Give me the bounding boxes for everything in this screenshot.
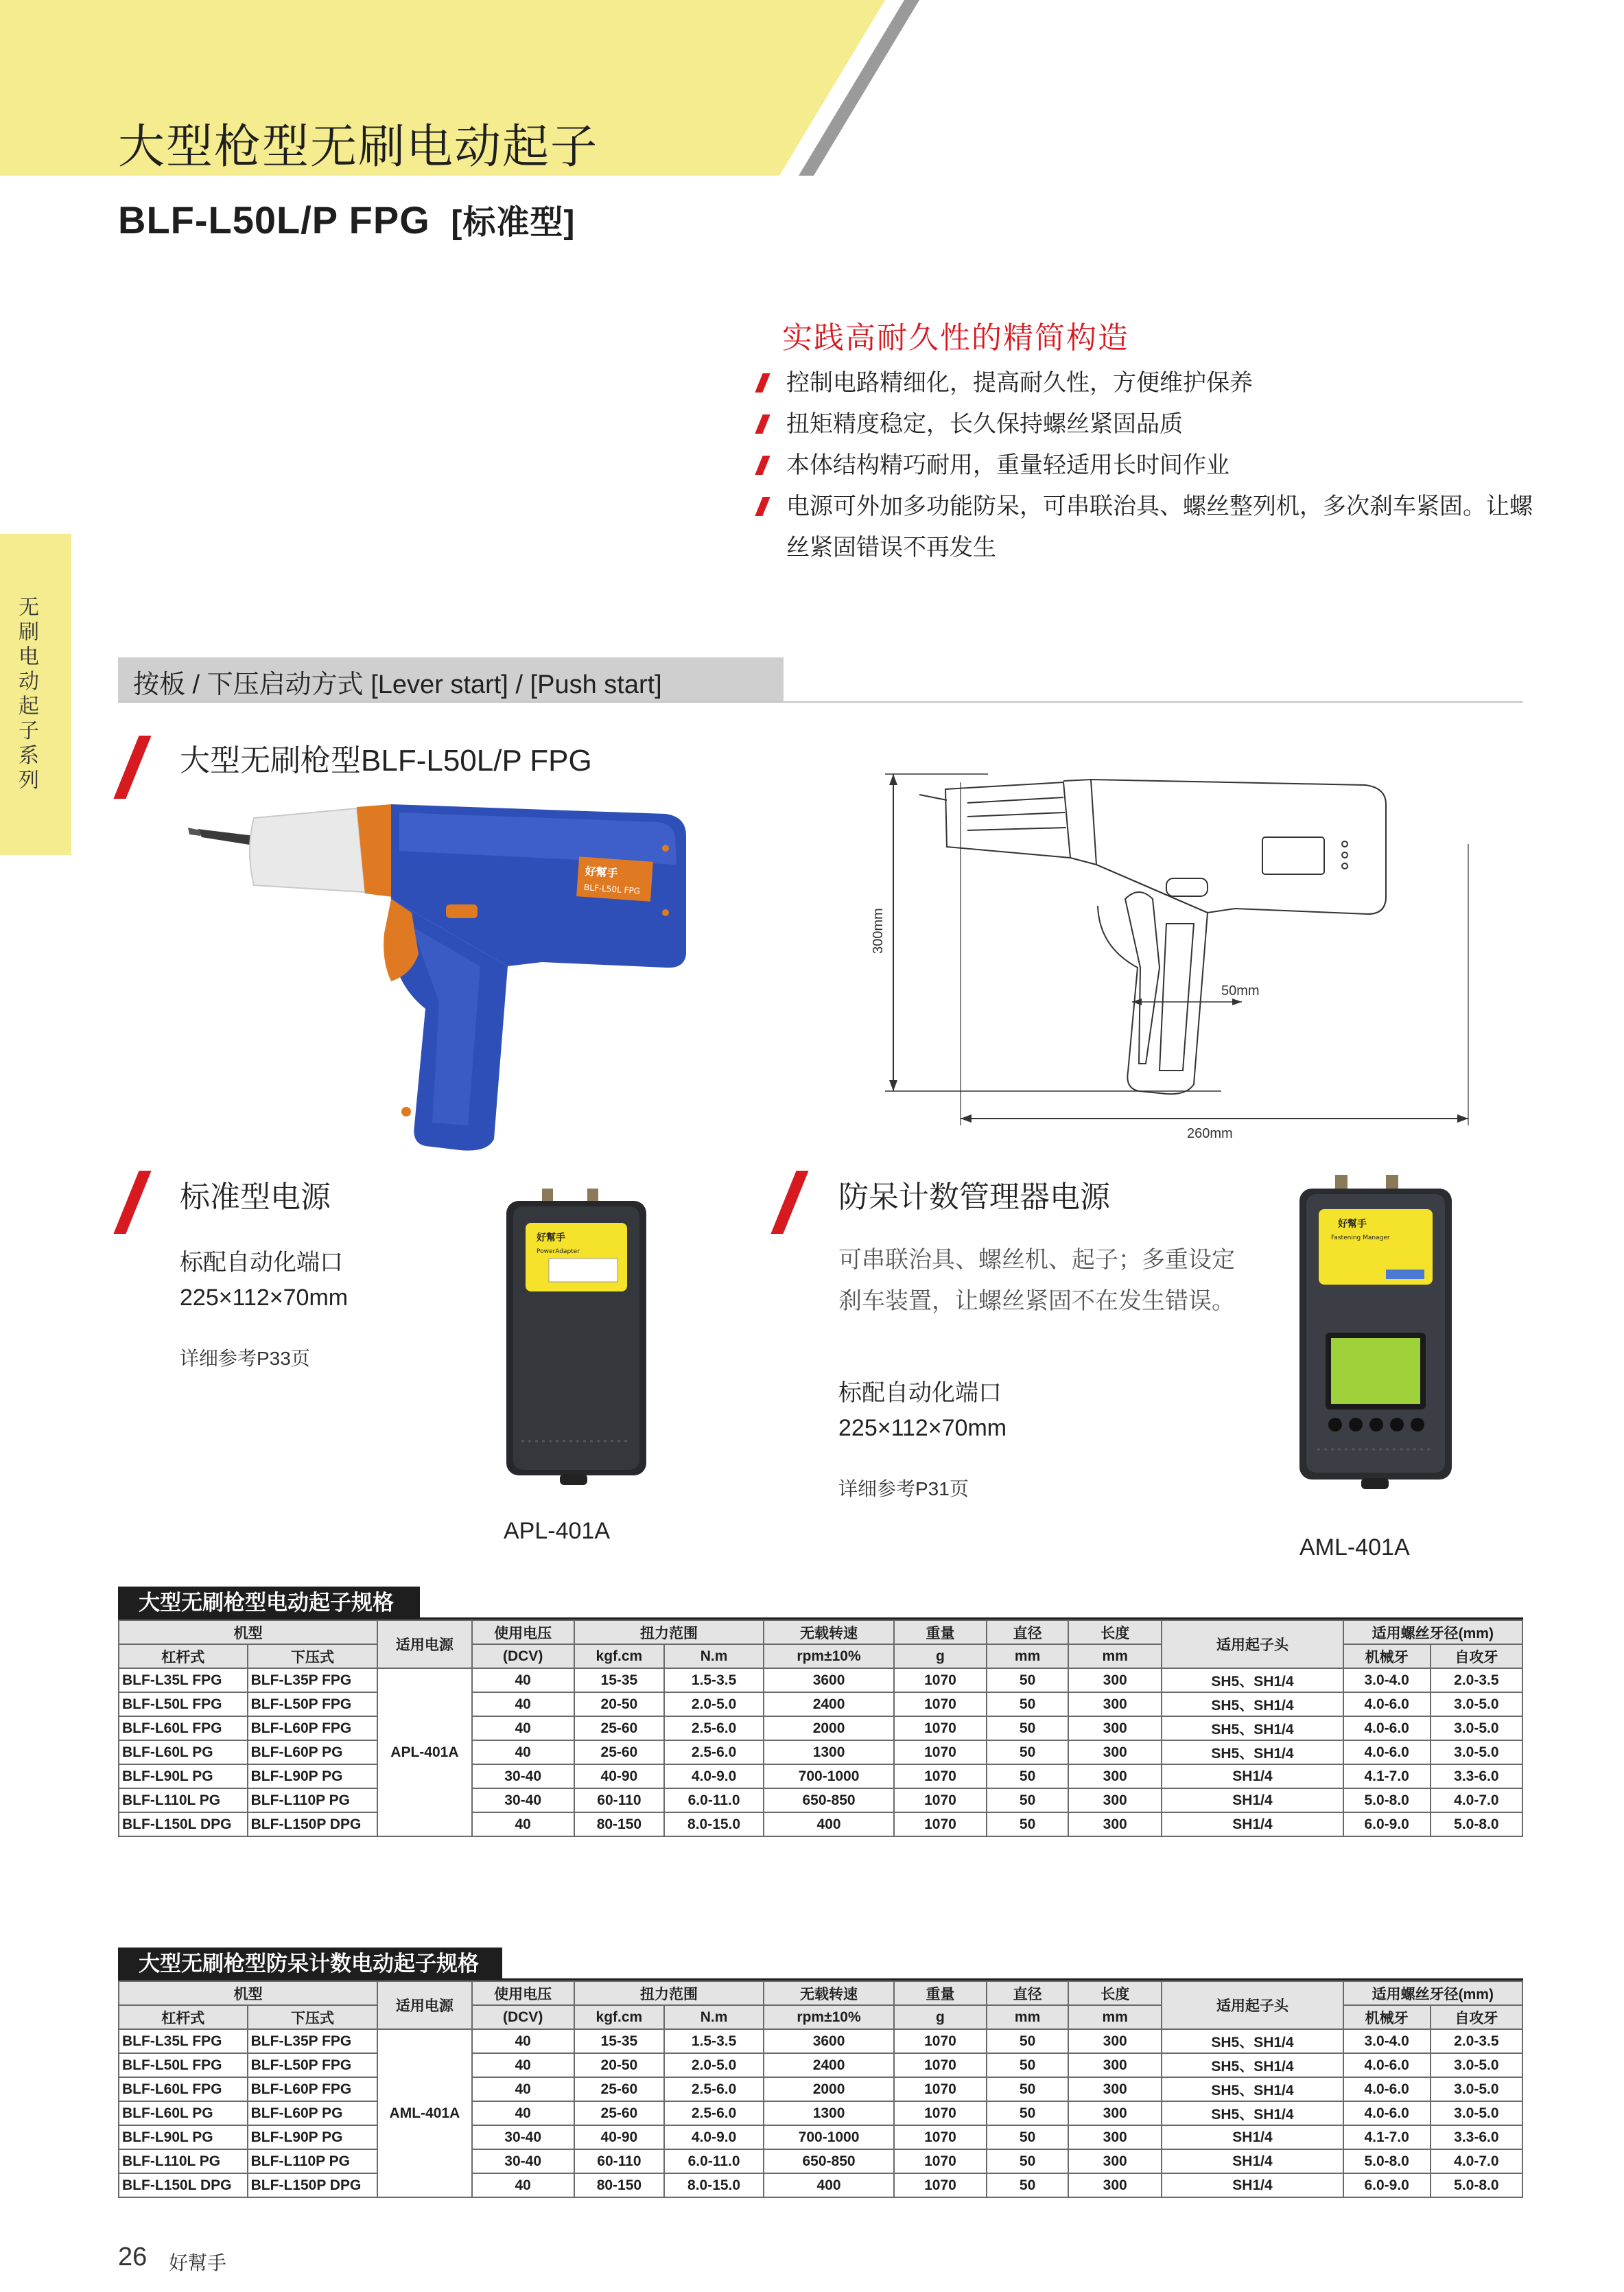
table-row <box>119 2053 1522 2077</box>
cell-bit: SH5、SH1/4 <box>1162 1692 1343 1716</box>
feature-item: 控制电路精细化，提高耐久性，方便维护保养 <box>751 362 1540 404</box>
table-row <box>119 1716 1522 1740</box>
cell-voltage: 30-40 <box>472 1788 574 1812</box>
adapter-label-sub: PowerAdapter <box>537 1248 580 1255</box>
power-standard-title: 标准型电源 <box>180 1180 331 1214</box>
feature-item: 本体结构精巧耐用，重量轻适用长时间作业 <box>751 445 1540 486</box>
cell-length: 300 <box>1068 1668 1162 1692</box>
cell-thread-machine: 4.0-6.0 <box>1343 1716 1431 1740</box>
header-torque-nm: N.m <box>664 2005 764 2029</box>
cell-voltage: 40 <box>472 1740 574 1764</box>
cell-lever-model: BLF-L35L FPG <box>119 2029 248 2053</box>
header-torque: 扭力范围 <box>574 1620 764 1644</box>
cell-speed: 2400 <box>764 1692 894 1716</box>
header-length-unit: mm <box>1068 2005 1162 2029</box>
cell-lever-model: BLF-L35L FPG <box>119 1668 248 1692</box>
cell-bit: SH1/4 <box>1162 2173 1343 2197</box>
cell-speed: 700-1000 <box>764 2125 894 2149</box>
cell-lever-model: BLF-L150L DPG <box>119 1812 248 1836</box>
cell-push-model: BLF-L110P PG <box>248 2149 378 2173</box>
cell-length: 300 <box>1068 2053 1162 2077</box>
cell-voltage: 40 <box>472 2029 574 2053</box>
cell-torque-nm: 2.5-6.0 <box>664 2101 764 2125</box>
red-slash-icon <box>770 1171 808 1234</box>
cell-speed: 2000 <box>764 1716 894 1740</box>
cell-lever-model: BLF-L110L PG <box>119 2149 248 2173</box>
cell-lever-model: BLF-L60L PG <box>119 2101 248 2125</box>
cell-voltage: 40 <box>472 1692 574 1716</box>
cell-speed: 2000 <box>764 2077 894 2101</box>
cell-torque-nm: 6.0-11.0 <box>664 1788 764 1812</box>
cell-torque-kgf: 40-90 <box>574 1764 664 1788</box>
cell-push-model: BLF-L90P PG <box>248 1764 378 1788</box>
cell-length: 300 <box>1068 2077 1162 2101</box>
power-standard-line2: 225×112×70mm <box>180 1285 349 1311</box>
cell-torque-nm: 1.5-3.5 <box>664 1668 764 1692</box>
cell-thread-tapping: 3.0-5.0 <box>1431 1740 1522 1764</box>
cell-diameter: 50 <box>987 2149 1068 2173</box>
cell-diameter: 50 <box>987 2101 1068 2125</box>
model-name: BLF-L50L/P FPG <box>118 198 430 242</box>
cell-speed: 1300 <box>764 2101 894 2125</box>
cell-torque-nm: 8.0-15.0 <box>664 2173 764 2197</box>
table1-title: 大型无刷枪型电动起子规格 <box>118 1587 420 1619</box>
header-diameter: 直径 <box>987 1620 1068 1644</box>
cell-speed: 400 <box>764 1812 894 1836</box>
header-speed-unit: rpm±10% <box>764 2005 894 2029</box>
cell-lever-model: BLF-L90L PG <box>119 1764 248 1788</box>
cell-torque-nm: 2.5-6.0 <box>664 1716 764 1740</box>
cell-length: 300 <box>1068 1716 1162 1740</box>
cell-weight: 1070 <box>894 2101 987 2125</box>
power-manager-line1: 标配自动化端口 <box>838 1380 1002 1406</box>
table-row <box>119 1764 1522 1788</box>
cell-weight: 1070 <box>894 2125 987 2149</box>
fastening-manager-photo <box>1297 1173 1455 1496</box>
page-number: 26 <box>118 2243 148 2271</box>
table-row <box>119 1740 1522 1764</box>
cell-lever-model: BLF-L110L PG <box>119 1788 248 1812</box>
cell-push-model: BLF-L150P DPG <box>248 1812 378 1836</box>
cell-bit: SH5、SH1/4 <box>1162 1668 1343 1692</box>
cell-torque-nm: 1.5-3.5 <box>664 2029 764 2053</box>
header-machine: 机械牙 <box>1343 2005 1431 2029</box>
cell-bit: SH1/4 <box>1162 2125 1343 2149</box>
cell-torque-kgf: 25-60 <box>574 2101 664 2125</box>
cell-length: 300 <box>1068 1692 1162 1716</box>
header-torque-kgf: kgf.cm <box>574 2005 664 2029</box>
cell-torque-kgf: 25-60 <box>574 2077 664 2101</box>
cell-bit: SH5、SH1/4 <box>1162 1740 1343 1764</box>
table-row <box>119 2173 1522 2197</box>
cell-bit: SH5、SH1/4 <box>1162 2053 1343 2077</box>
table-row <box>119 1812 1522 1836</box>
tool-label-model: BLF-L50L FPG <box>583 882 641 896</box>
cell-bit: SH5、SH1/4 <box>1162 2029 1343 2053</box>
cell-speed: 3600 <box>764 1668 894 1692</box>
cell-thread-tapping: 3.0-5.0 <box>1431 1692 1522 1716</box>
cell-weight: 1070 <box>894 1788 987 1812</box>
cell-torque-nm: 4.0-9.0 <box>664 1764 764 1788</box>
cell-length: 300 <box>1068 2029 1162 2053</box>
table-row <box>119 1668 1522 1692</box>
cell-torque-nm: 4.0-9.0 <box>664 2125 764 2149</box>
header-lever: 杠杆式 <box>119 1644 248 1668</box>
cell-thread-machine: 4.0-6.0 <box>1343 1740 1431 1764</box>
cell-push-model: BLF-L110P PG <box>248 1788 378 1812</box>
cell-thread-tapping: 5.0-8.0 <box>1431 2173 1522 2197</box>
cell-weight: 1070 <box>894 2077 987 2101</box>
dim-height-label: 300mm <box>871 908 886 954</box>
cell-thread-machine: 5.0-8.0 <box>1343 1788 1431 1812</box>
cell-torque-kgf: 20-50 <box>574 1692 664 1716</box>
cell-diameter: 50 <box>987 2077 1068 2101</box>
cell-torque-kgf: 60-110 <box>574 1788 664 1812</box>
header-tapping: 自攻牙 <box>1431 1644 1522 1668</box>
cell-speed: 650-850 <box>764 1788 894 1812</box>
cell-torque-kgf: 25-60 <box>574 1716 664 1740</box>
cell-weight: 1070 <box>894 1692 987 1716</box>
cell-thread-tapping: 3.0-5.0 <box>1431 2101 1522 2125</box>
power-manager-note: 详细参考P31页 <box>838 1478 969 1499</box>
cell-voltage: 30-40 <box>472 2125 574 2149</box>
cell-thread-machine: 3.0-4.0 <box>1343 2029 1431 2053</box>
header-speed: 无载转速 <box>764 1620 894 1644</box>
cell-push-model: BLF-L60P FPG <box>248 1716 378 1740</box>
cell-weight: 1070 <box>894 2173 987 2197</box>
cell-push-model: BLF-L35P FPG <box>248 2029 378 2053</box>
header-torque-kgf: kgf.cm <box>574 1644 664 1668</box>
header-bit: 适用起子头 <box>1162 1620 1343 1668</box>
section-band-label: 按板 / 下压启动方式 [Lever start] / [Push start] <box>133 670 662 699</box>
cell-torque-kgf: 25-60 <box>574 1740 664 1764</box>
cell-voltage: 40 <box>472 1812 574 1836</box>
cell-speed: 3600 <box>764 2029 894 2053</box>
screwdriver-photo <box>185 782 707 1153</box>
table2-title: 大型无刷枪型防呆计数电动起子规格 <box>118 1948 502 1980</box>
cell-diameter: 50 <box>987 1740 1068 1764</box>
cell-thread-tapping: 4.0-7.0 <box>1431 1788 1522 1812</box>
cell-torque-nm: 6.0-11.0 <box>664 2149 764 2173</box>
table-row <box>119 2149 1522 2173</box>
cell-speed: 700-1000 <box>764 1764 894 1788</box>
cell-torque-nm: 2.5-6.0 <box>664 1740 764 1764</box>
cell-lever-model: BLF-L60L PG <box>119 1740 248 1764</box>
cell-voltage: 30-40 <box>472 2149 574 2173</box>
features-title: 实践高耐久性的精简构造 <box>782 321 1129 355</box>
header-tapping: 自攻牙 <box>1431 2005 1522 2029</box>
header-length: 长度 <box>1068 1620 1162 1644</box>
cell-torque-kgf: 80-150 <box>574 2173 664 2197</box>
header-speed: 无载转速 <box>764 1981 894 2005</box>
cell-bit: SH5、SH1/4 <box>1162 2077 1343 2101</box>
cell-diameter: 50 <box>987 1812 1068 1836</box>
cell-weight: 1070 <box>894 1668 987 1692</box>
table-row <box>119 2125 1522 2149</box>
cell-thread-machine: 5.0-8.0 <box>1343 2149 1431 2173</box>
cell-bit: SH5、SH1/4 <box>1162 1716 1343 1740</box>
red-slash-icon <box>113 736 151 799</box>
cell-length: 300 <box>1068 2149 1162 2173</box>
cell-torque-kgf: 40-90 <box>574 2125 664 2149</box>
cell-thread-machine: 4.0-6.0 <box>1343 2077 1431 2101</box>
cell-voltage: 40 <box>472 2053 574 2077</box>
cell-bit: SH1/4 <box>1162 1788 1343 1812</box>
footer-brand: 好幫手 <box>169 2252 227 2273</box>
cell-weight: 1070 <box>894 2149 987 2173</box>
cell-weight: 1070 <box>894 1740 987 1764</box>
cell-thread-machine: 4.1-7.0 <box>1343 1764 1431 1788</box>
table-row <box>119 2101 1522 2125</box>
power-standard-line1: 标配自动化端口 <box>180 1250 343 1276</box>
cell-voltage: 40 <box>472 2173 574 2197</box>
manager-label-sub: Fastening Manager <box>1331 1235 1390 1241</box>
cell-voltage: 40 <box>472 2101 574 2125</box>
cell-torque-nm: 8.0-15.0 <box>664 1812 764 1836</box>
cell-thread-tapping: 3.3-6.0 <box>1431 1764 1522 1788</box>
cell-push-model: BLF-L35P FPG <box>248 1668 378 1692</box>
cell-weight: 1070 <box>894 1764 987 1788</box>
cell-torque-kgf: 15-35 <box>574 1668 664 1692</box>
header-diameter-unit: mm <box>987 1644 1068 1668</box>
cell-push-model: BLF-L60P PG <box>248 2101 378 2125</box>
header-push: 下压式 <box>248 1644 378 1668</box>
cell-lever-model: BLF-L60L FPG <box>119 1716 248 1740</box>
cell-length: 300 <box>1068 1788 1162 1812</box>
cell-bit: SH1/4 <box>1162 2149 1343 2173</box>
cell-push-model: BLF-L50P FPG <box>248 1692 378 1716</box>
cell-length: 300 <box>1068 1764 1162 1788</box>
cell-diameter: 50 <box>987 1716 1068 1740</box>
cell-lever-model: BLF-L50L FPG <box>119 1692 248 1716</box>
cell-thread-machine: 4.0-6.0 <box>1343 2053 1431 2077</box>
cell-bit: SH1/4 <box>1162 1764 1343 1788</box>
cell-push-model: BLF-L90P PG <box>248 2125 378 2149</box>
power-model: AML-401A <box>377 2029 471 2197</box>
cell-speed: 2400 <box>764 2053 894 2077</box>
power-model: APL-401A <box>377 1668 471 1836</box>
power-adapter-photo <box>501 1187 652 1489</box>
cell-thread-machine: 4.0-6.0 <box>1343 1692 1431 1716</box>
header-voltage-unit: (DCV) <box>472 1644 574 1668</box>
cell-diameter: 50 <box>987 2125 1068 2149</box>
header-weight: 重量 <box>894 1981 987 2005</box>
cell-voltage: 40 <box>472 1716 574 1740</box>
cell-thread-machine: 3.0-4.0 <box>1343 1668 1431 1692</box>
cell-thread-machine: 6.0-9.0 <box>1343 2173 1431 2197</box>
cell-diameter: 50 <box>987 1788 1068 1812</box>
tool-label-brand: 好幫手 <box>585 864 619 880</box>
cell-thread-tapping: 2.0-3.5 <box>1431 1668 1522 1692</box>
cell-torque-nm: 2.5-6.0 <box>664 2077 764 2101</box>
cell-bit: SH1/4 <box>1162 1812 1343 1836</box>
cell-lever-model: BLF-L150L DPG <box>119 2173 248 2197</box>
side-tab-label: 无刷电动起子系列 <box>19 596 39 792</box>
header-weight: 重量 <box>894 1620 987 1644</box>
cell-diameter: 50 <box>987 1692 1068 1716</box>
feature-item: 扭矩精度稳定，长久保持螺丝紧固品质 <box>751 404 1540 445</box>
cell-thread-machine: 6.0-9.0 <box>1343 1812 1431 1836</box>
cell-thread-tapping: 3.3-6.0 <box>1431 2125 1522 2149</box>
cell-thread-tapping: 3.0-5.0 <box>1431 2053 1522 2077</box>
red-slash-icon <box>113 1171 151 1234</box>
header-bit: 适用起子头 <box>1162 1981 1343 2029</box>
header-model: 机型 <box>119 1620 377 1644</box>
cell-push-model: BLF-L50P FPG <box>248 2053 378 2077</box>
power-manager-desc: 可串联治具、螺丝机、起子；多重设定刹车装置，让螺丝紧固不在发生错误。 <box>838 1247 1235 1314</box>
cell-diameter: 50 <box>987 2173 1068 2197</box>
cell-diameter: 50 <box>987 2029 1068 2053</box>
cell-lever-model: BLF-L50L FPG <box>119 2053 248 2077</box>
dim-width-label: 260mm <box>1187 1126 1233 1141</box>
cell-length: 300 <box>1068 2101 1162 2125</box>
table-row <box>119 1692 1522 1716</box>
cell-torque-nm: 2.0-5.0 <box>664 1692 764 1716</box>
header-length-unit: mm <box>1068 1644 1162 1668</box>
header-torque: 扭力范围 <box>574 1981 764 2005</box>
header-power: 适用电源 <box>377 1620 471 1668</box>
cell-weight: 1070 <box>894 2029 987 2053</box>
header-power: 适用电源 <box>377 1981 471 2029</box>
table-row <box>119 2077 1522 2101</box>
power-manager-line2: 225×112×70mm <box>838 1415 1007 1441</box>
cell-thread-machine: 4.1-7.0 <box>1343 2125 1431 2149</box>
cell-weight: 1070 <box>894 2053 987 2077</box>
model-type: [标准型] <box>451 204 576 241</box>
cell-length: 300 <box>1068 1812 1162 1836</box>
cell-speed: 400 <box>764 2173 894 2197</box>
cell-thread-tapping: 2.0-3.5 <box>1431 2029 1522 2053</box>
model-heading <box>118 196 575 243</box>
header-speed-unit: rpm±10% <box>764 1644 894 1668</box>
cell-bit: SH5、SH1/4 <box>1162 2101 1343 2125</box>
cell-lever-model: BLF-L60L FPG <box>119 2077 248 2101</box>
cell-thread-machine: 4.0-6.0 <box>1343 2101 1431 2125</box>
cell-length: 300 <box>1068 2173 1162 2197</box>
cell-voltage: 40 <box>472 1668 574 1692</box>
power-standard-note: 详细参考P33页 <box>180 1348 310 1369</box>
header-voltage: 使用电压 <box>472 1981 574 2005</box>
header-voltage: 使用电压 <box>472 1620 574 1644</box>
cell-thread-tapping: 5.0-8.0 <box>1431 1812 1522 1836</box>
feature-item: 电源可外加多功能防呆，可串联治具、螺丝整列机，多次刹车紧固。让螺丝紧固错误不再发生 <box>751 486 1540 568</box>
adapter-label-brand: 好幫手 <box>537 1232 565 1243</box>
cell-length: 300 <box>1068 1740 1162 1764</box>
header-length: 长度 <box>1068 1981 1162 2005</box>
manager-label-brand: 好幫手 <box>1338 1219 1367 1230</box>
cell-weight: 1070 <box>894 1716 987 1740</box>
cell-thread-tapping: 3.0-5.0 <box>1431 2077 1522 2101</box>
cell-diameter: 50 <box>987 1764 1068 1788</box>
cell-thread-tapping: 4.0-7.0 <box>1431 2149 1522 2173</box>
cell-torque-kgf: 80-150 <box>574 1812 664 1836</box>
product-title: 大型无刷枪型BLF-L50L/P FPG <box>180 744 592 777</box>
dim-grip-label: 50mm <box>1221 983 1260 998</box>
power-manager-title: 防呆计数管理器电源 <box>838 1180 1110 1214</box>
header-machine: 机械牙 <box>1343 1644 1431 1668</box>
cell-torque-nm: 2.0-5.0 <box>664 2053 764 2077</box>
cell-length: 300 <box>1068 2125 1162 2149</box>
dimension-drawing <box>864 762 1509 1146</box>
power-manager-model: AML-401A <box>1299 1534 1410 1560</box>
header-weight-unit: g <box>894 1644 987 1668</box>
cell-torque-kgf: 15-35 <box>574 2029 664 2053</box>
section-divider <box>118 701 1523 703</box>
header-push: 下压式 <box>248 2005 378 2029</box>
header-thread: 适用螺丝牙径(mm) <box>1343 1620 1522 1644</box>
header-lever: 杠杆式 <box>119 2005 248 2029</box>
table-row <box>119 1788 1522 1812</box>
table-row <box>119 2029 1522 2053</box>
cell-lever-model: BLF-L90L PG <box>119 2125 248 2149</box>
cell-diameter: 50 <box>987 2053 1068 2077</box>
cell-torque-kgf: 20-50 <box>574 2053 664 2077</box>
cell-diameter: 50 <box>987 1668 1068 1692</box>
cell-voltage: 40 <box>472 2077 574 2101</box>
cell-thread-tapping: 3.0-5.0 <box>1431 1716 1522 1740</box>
features-list <box>751 362 1540 568</box>
header-model: 机型 <box>119 1981 377 2005</box>
page-title: 大型枪型无刷电动起子 <box>118 121 599 173</box>
power-standard-model: APL-401A <box>504 1518 610 1544</box>
header-weight-unit: g <box>894 2005 987 2029</box>
cell-push-model: BLF-L150P DPG <box>248 2173 378 2197</box>
spec-table-1 <box>118 1619 1523 1837</box>
header-voltage-unit: (DCV) <box>472 2005 574 2029</box>
cell-speed: 1300 <box>764 1740 894 1764</box>
header-thread: 适用螺丝牙径(mm) <box>1343 1981 1522 2005</box>
cell-speed: 650-850 <box>764 2149 894 2173</box>
cell-push-model: BLF-L60P FPG <box>248 2077 378 2101</box>
spec-table-2 <box>118 1980 1523 2198</box>
header-diameter-unit: mm <box>987 2005 1068 2029</box>
header-torque-nm: N.m <box>664 1644 764 1668</box>
cell-torque-kgf: 60-110 <box>574 2149 664 2173</box>
header-diameter: 直径 <box>987 1981 1068 2005</box>
cell-push-model: BLF-L60P PG <box>248 1740 378 1764</box>
cell-weight: 1070 <box>894 1812 987 1836</box>
cell-voltage: 30-40 <box>472 1764 574 1788</box>
